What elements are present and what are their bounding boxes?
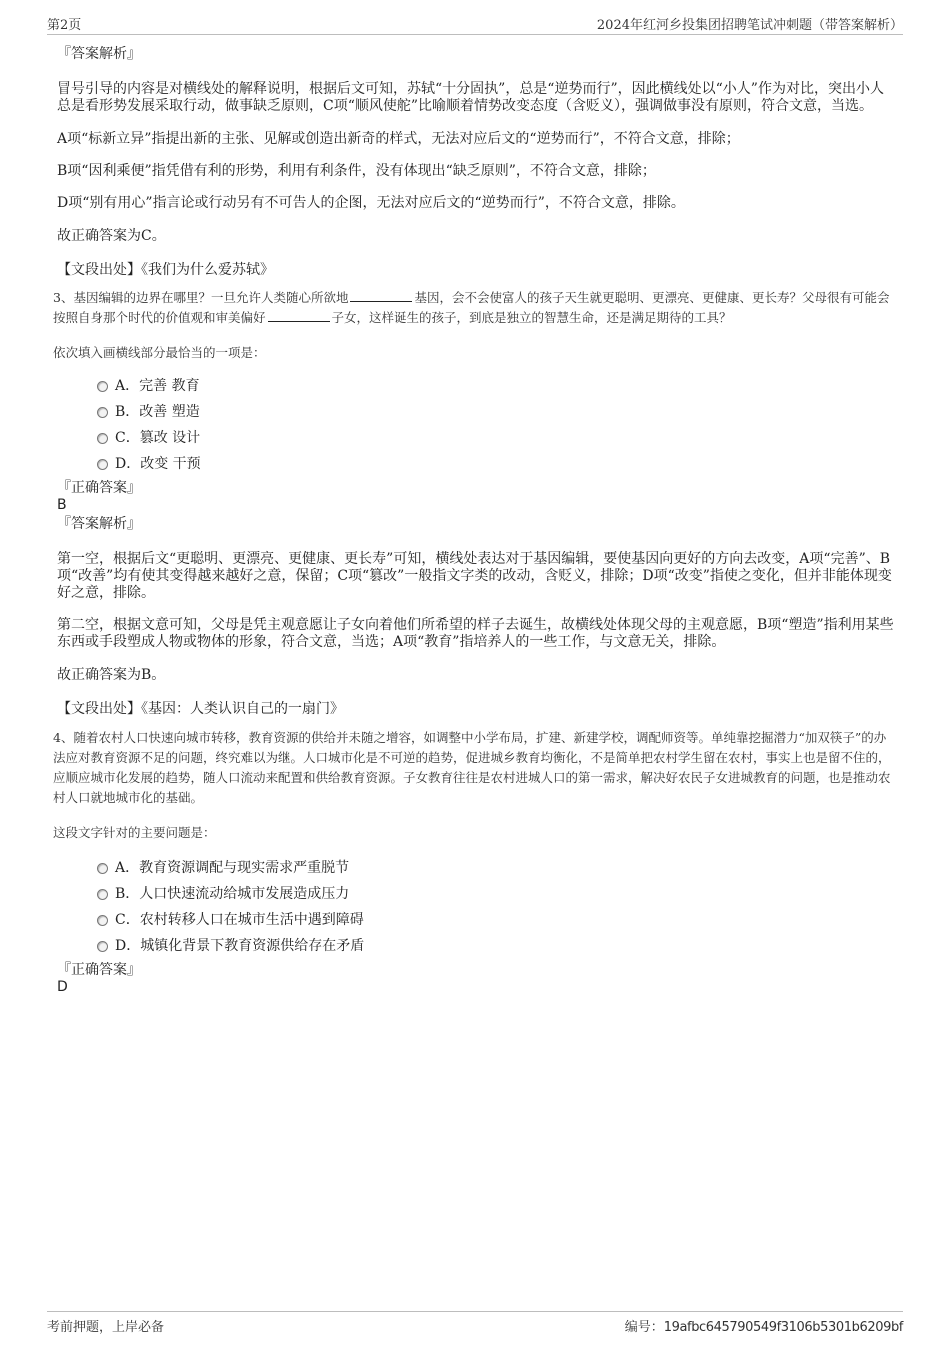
q4-option-d[interactable]: D．城镇化背景下教育资源供给存在矛盾: [57, 936, 897, 962]
q2-analysis-option-a: A项“标新立异”指提出新的主张、见解或创造出新奇的样式，无法对应后文的“逆势而行”，不符合文意，排除；: [57, 131, 740, 147]
q3-answer: B: [57, 497, 67, 513]
q4-options: [57, 858, 897, 962]
q4-option-c[interactable]: C．农村转移人口在城市生活中遇到障碍: [57, 910, 897, 936]
fill-blank-2: [268, 309, 330, 322]
q3-analysis-title: 『答案解析』: [57, 516, 141, 532]
footer-slogan: 考前押题，上岸必备: [47, 1320, 165, 1335]
document-title: 2024年红河乡投集团招聘笔试冲刺题（带答案解析）: [596, 18, 903, 33]
footer-serial: 编号：19afbc645790549f3106b5301b6209bf: [624, 1320, 903, 1335]
q3-option-b[interactable]: B．改善 塑造: [57, 402, 897, 428]
q3-option-c[interactable]: C．篡改 设计: [57, 428, 897, 454]
page-content: [53, 46, 897, 996]
page-header: [47, 14, 903, 35]
q2-conclusion: 故正确答案为C。: [57, 228, 166, 244]
fill-blank-1: [350, 289, 412, 302]
radio-button[interactable]: [97, 459, 108, 470]
q3-prompt: 依次填入画横线部分最恰当的一项是：: [53, 345, 266, 360]
q4-answer-title: 『正确答案』: [57, 962, 141, 978]
q4-answer: D: [57, 979, 68, 995]
radio-button[interactable]: [97, 433, 108, 444]
q3-analysis-paragraph-2: 第二空，根据文意可知，父母是凭主观意愿让子女向着他们所希望的样子去诞生，故横线处体现父母的主观意愿，B项“塑造”指利用某些东西或手段塑成人物或物体的形象，符合文意，当选；A项“教育”指培养人的一些工作，与文意无关，排除。: [57, 617, 894, 650]
q3-option-a[interactable]: A．完善 教育: [57, 376, 897, 402]
radio-button[interactable]: [97, 863, 108, 874]
q2-analysis-paragraph: 冒号引导的内容是对横线处的解释说明，根据后文可知，苏轼“十分固执”，总是“逆势而行”，因此横线处以“小人”作为对比，突出小人总是看形势发展采取行动，做事缺乏原则，C项“顺风使舵”比喻顺着情势改变态度（含贬义），强调做事没有原则，符合文意，当选。: [57, 81, 884, 114]
q3-source: 【文段出处】《基因：人类认识自己的一扇门》: [57, 701, 344, 717]
radio-button[interactable]: [97, 889, 108, 900]
q4-stem: 4、随着农村人口快速向城市转移，教育资源的供给并未随之增容，如调整中小学布局，扩建、新建学校，调配师资等。单纯靠挖掘潜力“加双筷子”的办法应对教育资源不足的问题，终究难以为继。人口城市化是不可逆的趋势，促进城乡教育均衡化，不是简单把农村学生留在农村，事实上也是留不住的，应顺应城市化发展的趋势，随人口流动来配置和供给教育资源。子女教育往往是农村进城人口的第一需求，解决好农民子女进城教育的问题，也是推动农村人口就地城市化的基础。: [53, 730, 891, 805]
radio-button[interactable]: [97, 381, 108, 392]
page-footer: [47, 1311, 903, 1336]
radio-button[interactable]: [97, 407, 108, 418]
radio-button[interactable]: [97, 915, 108, 926]
q2-analysis-option-d: D项“别有用心”指言论或行动另有不可告人的企图，无法对应后文的“逆势而行”，不符合文意，排除。: [57, 195, 685, 211]
q3-stem: 3、基因编辑的边界在哪里？一旦允许人类随心所欲地 基因，会不会使富人的孩子天生就更聪明、更漂亮、更健康、更长寿？父母很有可能会按照自身那个时代的价值观和审美偏好 子女，这样诞生的孩子，到底是独立的智慧生命，还是满足期待的工具？: [53, 290, 890, 325]
q3-answer-title: 『正确答案』: [57, 480, 141, 496]
q3-conclusion: 故正确答案为B。: [57, 667, 166, 683]
radio-button[interactable]: [97, 941, 108, 952]
q2-analysis-option-b: B项“因利乘便”指凭借有利的形势，利用有利条件，没有体现出“缺乏原则”，不符合文意，排除；: [57, 163, 656, 179]
page-number: 第2页: [47, 18, 82, 33]
q3-options: [57, 376, 897, 480]
q2-analysis-title: 『答案解析』: [57, 46, 141, 62]
q2-source: 【文段出处】《我们为什么爱苏轼》: [57, 262, 274, 278]
q4-option-b[interactable]: B．人口快速流动给城市发展造成压力: [57, 884, 897, 910]
q4-prompt: 这段文字针对的主要问题是：: [53, 825, 216, 840]
serial-number: 19afbc645790549f3106b5301b6209bf: [663, 1320, 903, 1335]
q3-analysis-paragraph-1: 第一空，根据后文“更聪明、更漂亮、更健康、更长寿”可知，横线处表达对于基因编辑，要使基因向更好的方向去改变，A项“完善”、B项“改善”均有使其变得越来越好之意，保留；C项“篡改”一般指文字类的改动，含贬义，排除；D项“改变”指使之变化，但并非能体现变好之意，排除。: [57, 551, 892, 601]
q4-option-a[interactable]: A．教育资源调配与现实需求严重脱节: [57, 858, 897, 884]
q3-option-d[interactable]: D．改变 干预: [57, 454, 897, 480]
